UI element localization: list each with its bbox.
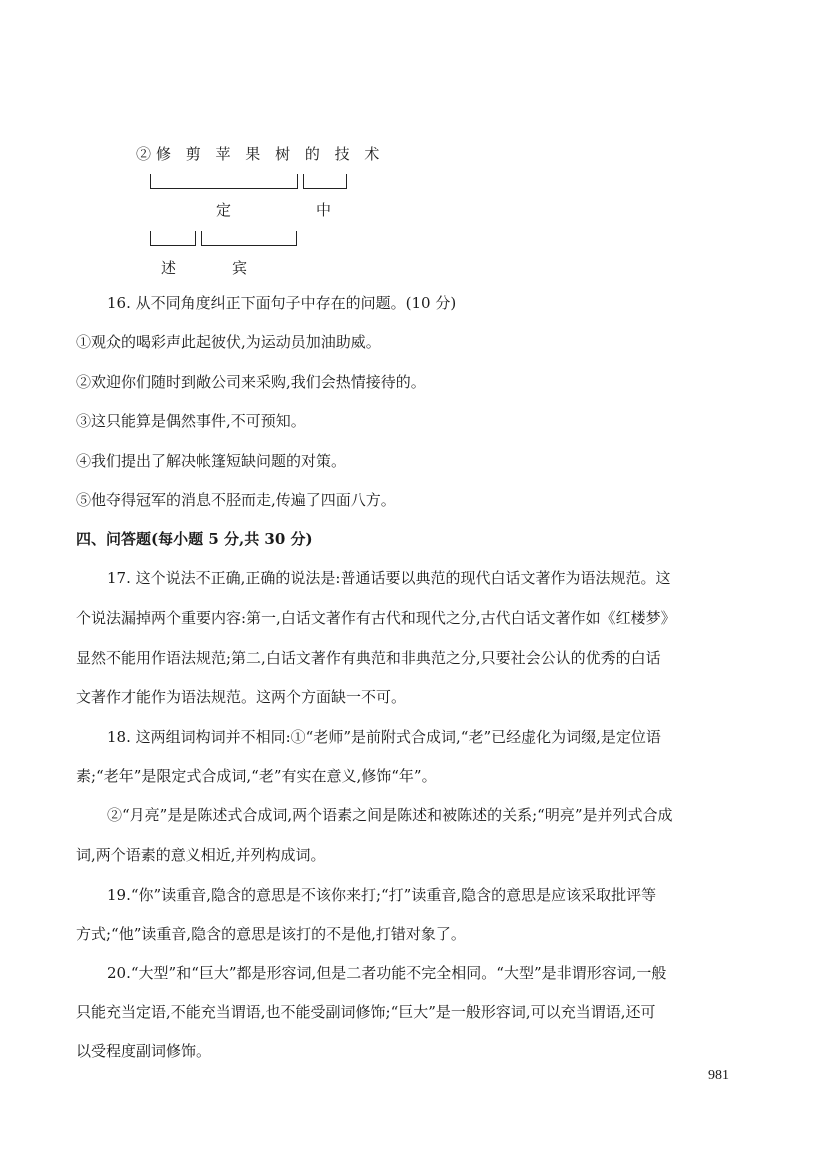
q17-line-1: 17. 这个说法不正确,正确的说法是:普通话要以典范的现代白话文著作为语法规范。这	[107, 569, 671, 587]
diagram-bracket-object	[201, 231, 297, 246]
diagram-label-modifier: 定	[216, 201, 232, 219]
page-number: 981	[708, 1068, 729, 1083]
q18-line-3: ②“月亮”是是陈述式合成词,两个语素之间是陈述和被陈述的关系;“明亮”是并列式合成	[107, 806, 673, 824]
q16-item-5: ⑤他夺得冠军的消息不胫而走,传遍了四面八方。	[76, 491, 396, 509]
diagram-label-predicate: 述	[161, 259, 177, 277]
q20-line-2: 只能充当定语,不能充当谓语,也不能受副词修饰;“巨大”是一般形容词,可以充当谓语,还可	[76, 1003, 656, 1021]
diagram-label-object: 宾	[232, 259, 248, 277]
q18-line-1: 18. 这两组词构词并不相同:①“老师”是前附式合成词,“老”已经虚化为词缀,是定位语	[107, 728, 661, 746]
diagram-label-head: 中	[316, 201, 332, 219]
q18-line-4: 词,两个语素的意义相近,并列构成词。	[76, 846, 326, 864]
diagram-title: ②修 剪 苹 果 树 的 技 术	[136, 145, 385, 163]
diagram-bracket-head	[303, 174, 347, 189]
q16-item-1: ①观众的喝彩声此起彼伏,为运动员加油助威。	[76, 333, 381, 351]
q19-line-1: 19.“你”读重音,隐含的意思是不该你来打;“打”读重音,隐含的意思是应该采取批评等	[107, 886, 657, 904]
q18-line-2: 素;“老年”是限定式合成词,“老”有实在意义,修饰“年”。	[76, 767, 437, 785]
diagram-bracket-predicate	[150, 231, 196, 246]
q16-item-2: ②欢迎你们随时到敞公司来采购,我们会热情接待的。	[76, 373, 426, 391]
q16-item-4: ④我们提出了解决帐篷短缺问题的对策。	[76, 452, 347, 470]
q17-line-4: 文著作才能作为语法规范。这两个方面缺一不可。	[76, 688, 407, 706]
section-heading: 四、问答题(每小题 5 分,共 30 分)	[76, 530, 313, 548]
q16-prompt: 16. 从不同角度纠正下面句子中存在的问题。(10 分)	[107, 294, 457, 312]
diagram-bracket-modifier	[150, 174, 298, 189]
q16-item-3: ③这只能算是偶然事件,不可预知。	[76, 412, 306, 430]
q19-line-2: 方式;“他”读重音,隐含的意思是该打的不是他,打错对象了。	[76, 925, 466, 943]
q20-line-1: 20.“大型”和“巨大”都是形容词,但是二者功能不完全相同。“大型”是非谓形容词,一般	[107, 964, 667, 982]
q20-line-3: 以受程度副词修饰。	[76, 1042, 212, 1060]
q17-line-3: 显然不能用作语法规范;第二,白话文著作有典范和非典范之分,只要社会公认的优秀的白话	[76, 649, 661, 667]
q17-line-2: 个说法漏掉两个重要内容:第一,白话文著作有古代和现代之分,古代白话文著作如《红楼梦》	[76, 609, 676, 627]
